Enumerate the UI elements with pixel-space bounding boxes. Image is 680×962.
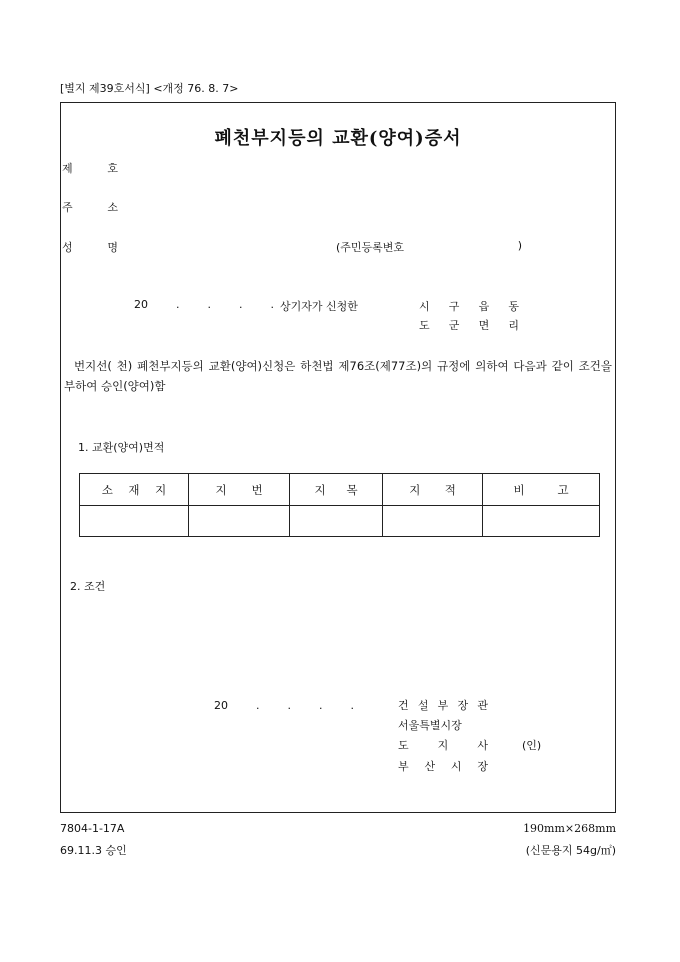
text-part: 설 <box>417 699 429 712</box>
text-part: ) <box>517 239 522 252</box>
text-part: 20 <box>214 699 228 712</box>
text-part: . <box>256 699 260 712</box>
table-cell <box>80 506 189 537</box>
form-reference: [별지 제39호서식] <개정 76. 8. 7> <box>60 82 239 95</box>
text-part: . <box>350 699 354 712</box>
text-part: . <box>176 298 180 311</box>
text-part: 장 <box>457 699 469 712</box>
form-code: 7804-1-17A <box>60 822 125 835</box>
region-char: 구 <box>448 300 460 313</box>
table-cell <box>189 506 290 537</box>
section2-label: 2. 조건 <box>70 580 106 593</box>
seoul-mayor-title: 서울특별시장 <box>398 719 462 732</box>
text-part: 20 <box>134 298 148 311</box>
governor-title <box>398 737 488 753</box>
address-label <box>62 199 118 215</box>
header-char: 지 <box>409 482 421 497</box>
text-part: 지 <box>437 739 449 752</box>
section1-label: 1. 교환(양여)면적 <box>78 441 165 454</box>
region-char: 읍 <box>478 300 490 313</box>
paper-size: 190mm×268mm <box>523 822 616 835</box>
table-cell <box>383 506 483 537</box>
approval-date: 69.11.3 승인 <box>60 844 127 857</box>
text-part: . <box>270 298 274 311</box>
column-header <box>80 474 189 506</box>
header-char: 고 <box>557 482 569 497</box>
text-part: 소 <box>107 201 118 214</box>
table-row <box>80 506 600 537</box>
text-part: 시 <box>450 760 462 773</box>
table-cell <box>290 506 383 537</box>
region-char: 면 <box>478 319 490 332</box>
column-header <box>290 474 383 506</box>
header-char: 비 <box>513 482 525 497</box>
header-char: 재 <box>128 482 140 497</box>
column-header <box>483 474 600 506</box>
header-char: 지 <box>314 482 326 497</box>
region-char: 도 <box>419 319 430 332</box>
number-label <box>62 160 118 176</box>
text-part: 건 <box>398 699 409 712</box>
header-char: 지 <box>155 482 167 497</box>
text-part: 명 <box>107 241 118 254</box>
header-char: 적 <box>444 482 456 497</box>
resident-number <box>336 239 522 255</box>
region-char: 시 <box>419 300 430 313</box>
text-part: 관 <box>477 699 488 712</box>
text-part: 장 <box>477 760 488 773</box>
name-label <box>62 239 118 255</box>
column-header <box>189 474 290 506</box>
busan-mayor-title <box>398 758 488 774</box>
region-row-2 <box>419 317 519 333</box>
table-cell <box>483 506 600 537</box>
text-part: 성 <box>62 241 73 254</box>
seal-mark: (인) <box>522 739 542 752</box>
region-char: 리 <box>508 319 519 332</box>
text-part: . <box>319 699 323 712</box>
header-char: 번 <box>251 482 263 497</box>
header-char: 지 <box>215 482 227 497</box>
text-part: 산 <box>424 760 436 773</box>
text-part: 부 <box>437 699 449 712</box>
text-part: (주민등록변호 <box>336 241 405 254</box>
signature-date <box>214 699 354 712</box>
text-part: . <box>287 699 291 712</box>
area-table <box>79 473 600 537</box>
text-part: 제 <box>62 162 73 175</box>
text-part: 호 <box>107 162 118 175</box>
column-header <box>383 474 483 506</box>
minister-title <box>398 697 488 713</box>
header-char: 소 <box>101 482 113 497</box>
text-part: 부 <box>398 760 409 773</box>
region-row-1 <box>419 298 519 314</box>
header-char: 목 <box>346 482 358 497</box>
text-part: . <box>207 298 211 311</box>
document-title: 폐천부지등의 교환(양여)증서 <box>214 128 462 149</box>
text-part: . <box>239 298 243 311</box>
region-char: 동 <box>508 300 519 313</box>
region-char: 군 <box>448 319 460 332</box>
text-part: 주 <box>62 201 73 214</box>
approval-body-text: 번지선( 천) 폐천부지등의 교환(양여)신청은 하천법 제76조(제77조)의 규정에 의하여 다음과 같이 조건을 부하여 승인(양여)함 <box>64 359 612 393</box>
application-date <box>134 298 274 311</box>
applicant-text: 상기자가 신청한 <box>280 300 358 313</box>
text-part: 도 <box>398 739 409 752</box>
text-part: 사 <box>477 739 488 752</box>
paper-type: (신문용지 54g/㎡) <box>525 844 616 857</box>
